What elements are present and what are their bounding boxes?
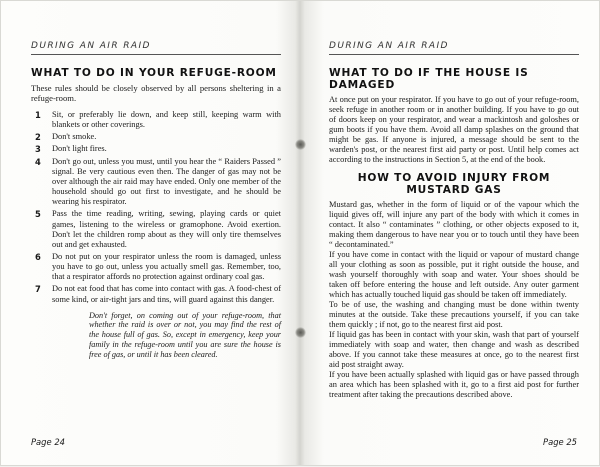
title-line: HOW TO AVOID INJURY FROM — [357, 172, 551, 184]
section-title: WHAT TO DO IN YOUR REFUGE-ROOM — [31, 67, 277, 79]
rule-number: 7 — [35, 284, 41, 295]
rule-item — [31, 110, 281, 130]
intro-text: These rules should be closely observed by all persons sheltering in a refuge-room. — [31, 83, 281, 104]
rule-number: 5 — [35, 209, 41, 220]
mustard-paragraph: If you have been actually splashed with liquid gas or have passed through an area which has been splashed with it, go to a first aid post for further treatment after taking the precautions described above. — [329, 370, 579, 399]
rule-text: Pass the time reading, writing, sewing, playing cards or quiet games, listening to the wireless or gramophone. Avoid exertion. Don't let the children romp about as they will only tire themselves out and get exhausted. — [52, 209, 281, 249]
rule-text: Don't go out, unless you must, until you hear the “ Raiders Passed ” signal. Be very cautious even then. The danger of gas may not be over although the air raid may have ended. Only one member of the household should go out first to investigate, and he should be wearing his respirator. — [52, 156, 281, 207]
rule-text: Sit, or preferably lie down, and keep still, keeping warm with blankets or other coverings. — [52, 109, 281, 129]
page-number: Page 24 — [31, 437, 65, 447]
rule-number: 4 — [35, 156, 41, 167]
mustard-paragraph: If liquid gas has been in contact with your skin, wash that part of yourself immediately with soap and water, then change and wash as described above. If you cannot take these measures at once, go to the nearest first aid post straight away. — [329, 330, 579, 369]
left-page — [1, 1, 301, 467]
rule-number: 2 — [35, 132, 41, 143]
rule-number: 1 — [35, 109, 41, 120]
running-head: DURING AN AIR RAID — [329, 41, 579, 55]
rule-item — [31, 284, 281, 304]
mustard-paragraph: If you have come in contact with the liquid or vapour of mustard change all your clothing as soon as possible, put it right outside the house, and wash yourself thoroughly with soap and water. Your shoes should be taken off before entering the house and left outside. Any outer garment which has actually touched liquid gas should be taken off immediately. — [329, 250, 579, 299]
title-line: MUSTARD GAS — [406, 184, 502, 196]
section-title-mustard-gas — [329, 172, 579, 196]
damaged-house-paragraph: At once put on your respirator. If you have to go out of your refuge-room, seek refuge in another room or in another building. If you have to go out of doors keep on your respirator, and wear a mackintosh and goloshes or gum boots if you have them. Avoid all damp splashes on the ground that might be gas. If anyone is injured, a message should be sent to the warden's post, or the nearest first aid party or post. Until help comes act according to the instructions in Section 5, at the end of the book. — [329, 95, 579, 164]
rule-text: Do not eat food that has come into contact with gas. A food-chest of some kind, or air-tight jars and tins, will guard against this danger. — [52, 284, 281, 304]
rule-item — [31, 252, 281, 282]
section-title: WHAT TO DO IF THE HOUSE IS DAMAGED — [329, 67, 529, 91]
rule-text: Don't light fires. — [52, 144, 107, 154]
closing-note: Don't forget, on coming out of your refuge-room, that whether the raid is over or not, you may find the rest of the house full of gas. So, except in emergency, keep your family in the refuge-room until you are sure the house is free of gas, or until it has been cleared. — [89, 310, 281, 359]
rule-number: 3 — [35, 144, 41, 155]
rules-list — [31, 110, 281, 305]
rule-item — [31, 157, 281, 207]
mustard-paragraph: To be of use, the washing and changing must be done within twenty minutes at the outside. Take these precautions yourself, if you can take them quickly ; if not, go to the nearest first aid post. — [329, 300, 579, 329]
rule-number: 6 — [35, 251, 41, 262]
rule-text: Do not put on your respirator unless the room is damaged, unless you have to go out, unless you actually smell gas. Remember, too, that a respirator affords no protection against ordinary coal gas. — [52, 251, 281, 282]
rule-text: Don't smoke. — [52, 132, 97, 142]
mustard-paragraph: Mustard gas, whether in the form of liquid or of the vapour which the liquid gives off, will injure any part of the body with which it comes in contact. It also “ contaminates ” clothing, or other objects exposed to it, making them dangerous to have near you or to touch until they have been “ decontaminated.” — [329, 200, 579, 249]
rule-item — [31, 209, 281, 249]
running-head: DURING AN AIR RAID — [31, 41, 281, 55]
page-number: Page 25 — [543, 437, 577, 447]
rule-item — [31, 132, 281, 142]
right-page — [301, 1, 600, 467]
rule-item — [31, 144, 281, 154]
